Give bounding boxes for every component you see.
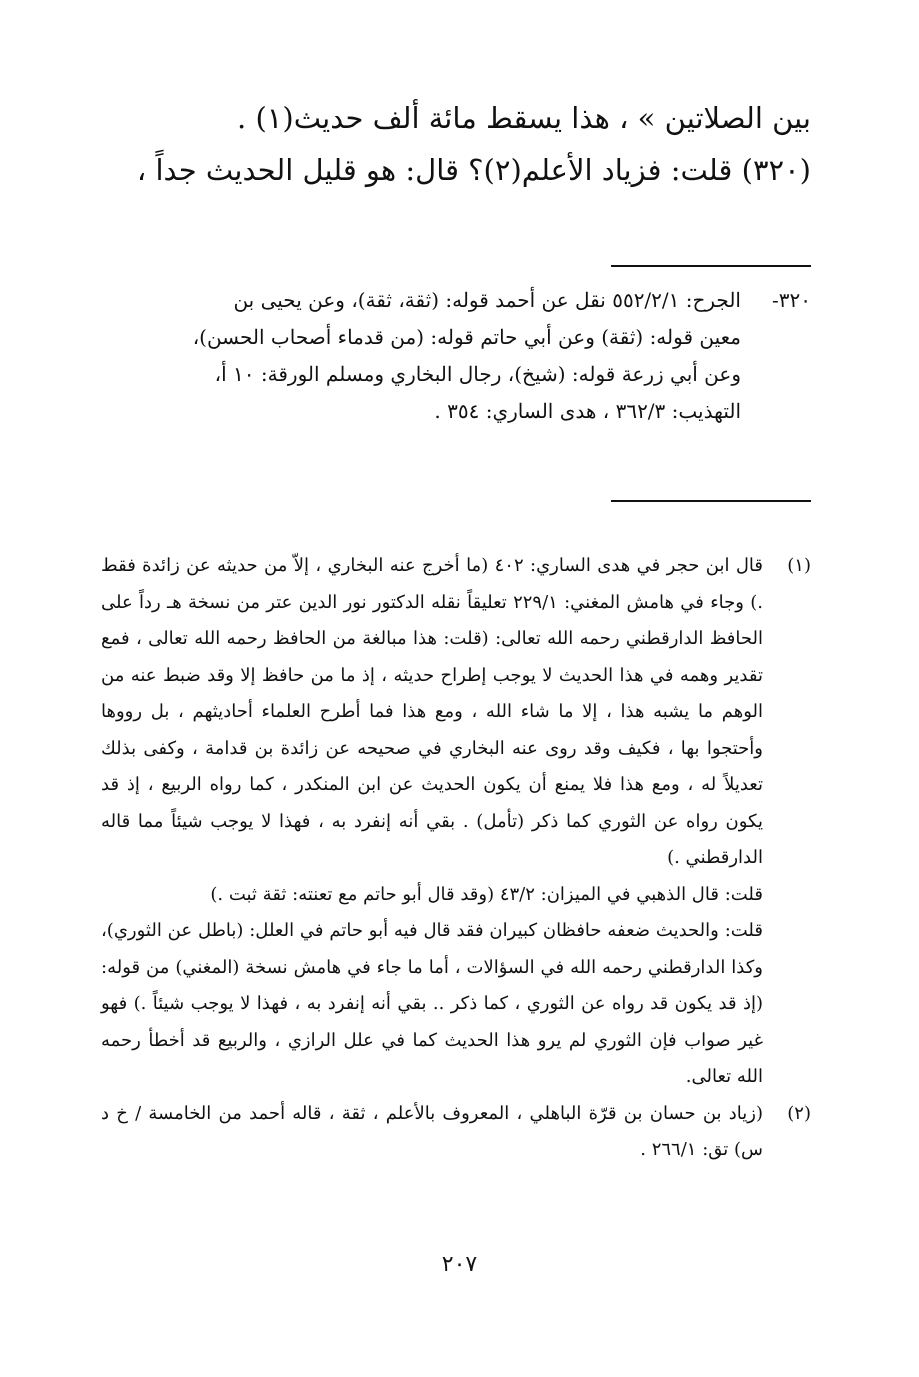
commentary-number: ٣٢٠- [772,288,811,312]
commentary-line: التهذيب: ٣٦٢/٣ ، هدى الساري: ٣٥٤ . [434,399,741,423]
footnote [101,548,811,1096]
main-text-line: (٣٢٠) قلت: فزياد الأعلم(٢)؟ قال: هو قليل الحديث جداً ، [136,153,811,187]
page-number: ٢٠٧ [441,1252,478,1277]
footnote-paragraph: قلت: والحديث ضعفه حافظان كبيران فقد قال فيه أبو حاتم في العلل: (باطل عن الثوري)، وكذا الدارقطني رحمه الله في السؤالات ، أما ما جاء في هامش نسخة (المغني) من قوله: (إذ قد يكون قد رواه عن الثوري ، كما ذكر .. بقي أنه إنفرد به ، فهذا لا يوجب شيئاً .) فهو غير صواب فإن الثوري لم يرو هذا الحديث كما في علل الرازي ، والربيع قد أخطأ رحمه الله تعالى. [101,920,763,1087]
commentary-line: معين قوله: (ثقة) وعن أبي حاتم قوله: (من قدماء أصحاب الحسن)، [192,325,741,349]
separator-rule [611,265,811,267]
footnote-paragraph: (زياد بن حسان بن قرّة الباهلي ، المعروف بالأعلم ، ثقة ، قاله أحمد من الخامسة / خ د س) تق: ٢٦٦/١ . [101,1102,763,1160]
commentary-line: الجرح: ٥٥٢/٢/١ نقل عن أحمد قوله: (ثقة، ثقة)، وعن يحيى بن [233,288,741,312]
commentary-line: وعن أبي زرعة قوله: (شيخ)، رجال البخاري ومسلم الورقة: ١٠ أ، [214,362,741,386]
main-text-line: بين الصلاتين » ، هذا يسقط مائة ألف حديث(١) . [237,101,811,135]
footnote-paragraph: قال ابن حجر في هدى الساري: ٤٠٢ (ما أخرج عنه البخاري ، إلاّ من حديثه عن زائدة فقط .) وجاء في هامش المغني: ٢٢٩/١ تعليقاً نقله الدكتور نور الدين عتر من نسخة هـ رداً على الحافظ الدارقطني رحمه الله تعالى: (قلت: هذا مبالغة من الحافظ رحمه الله تعالى ، فمع تقدير وهمه في هذا الحديث لا يوجب إطراح حديثه ، إذ ما من حافظ إلا وقد ضبط عنه من الوهم ما يشبه هذا ، إلا ما شاء الله ، ومع هذا فما أطرح العلماء أحاديثهم ، بل رووها وأحتجوا بها ، فكيف وقد روى عنه البخاري في صحيحه عن زائدة بن قدامة ، وكفى بذلك تعديلاً له ، ومع هذا فلا يمنع أن يكون الحديث عن ابن المنكدر ، كما رواه الربيع ، إذ قد يكون رواه عن الثوري كما ذكر (تأمل) . بقي أنه إنفرد به ، فهذا لا يوجب شيئاً مما قاله الدارقطني .) [101,555,764,868]
main-text [101,92,811,196]
footnote [101,1096,811,1169]
footnote-number: (١) [787,555,811,576]
footnote-paragraph: قلت: قال الذهبي في الميزان: ٤٣/٢ (وقد قال أبو حاتم مع تعنته: ثقة ثبت .) [210,883,763,905]
commentary-entry [101,282,811,430]
footnote-number: (٢) [787,1102,811,1124]
commentary-block [101,282,811,430]
footnote-text [101,1096,763,1169]
commentary-text [101,282,741,430]
separator-rule [611,500,811,502]
footnotes [101,548,811,1169]
footnote-text [101,548,763,1096]
